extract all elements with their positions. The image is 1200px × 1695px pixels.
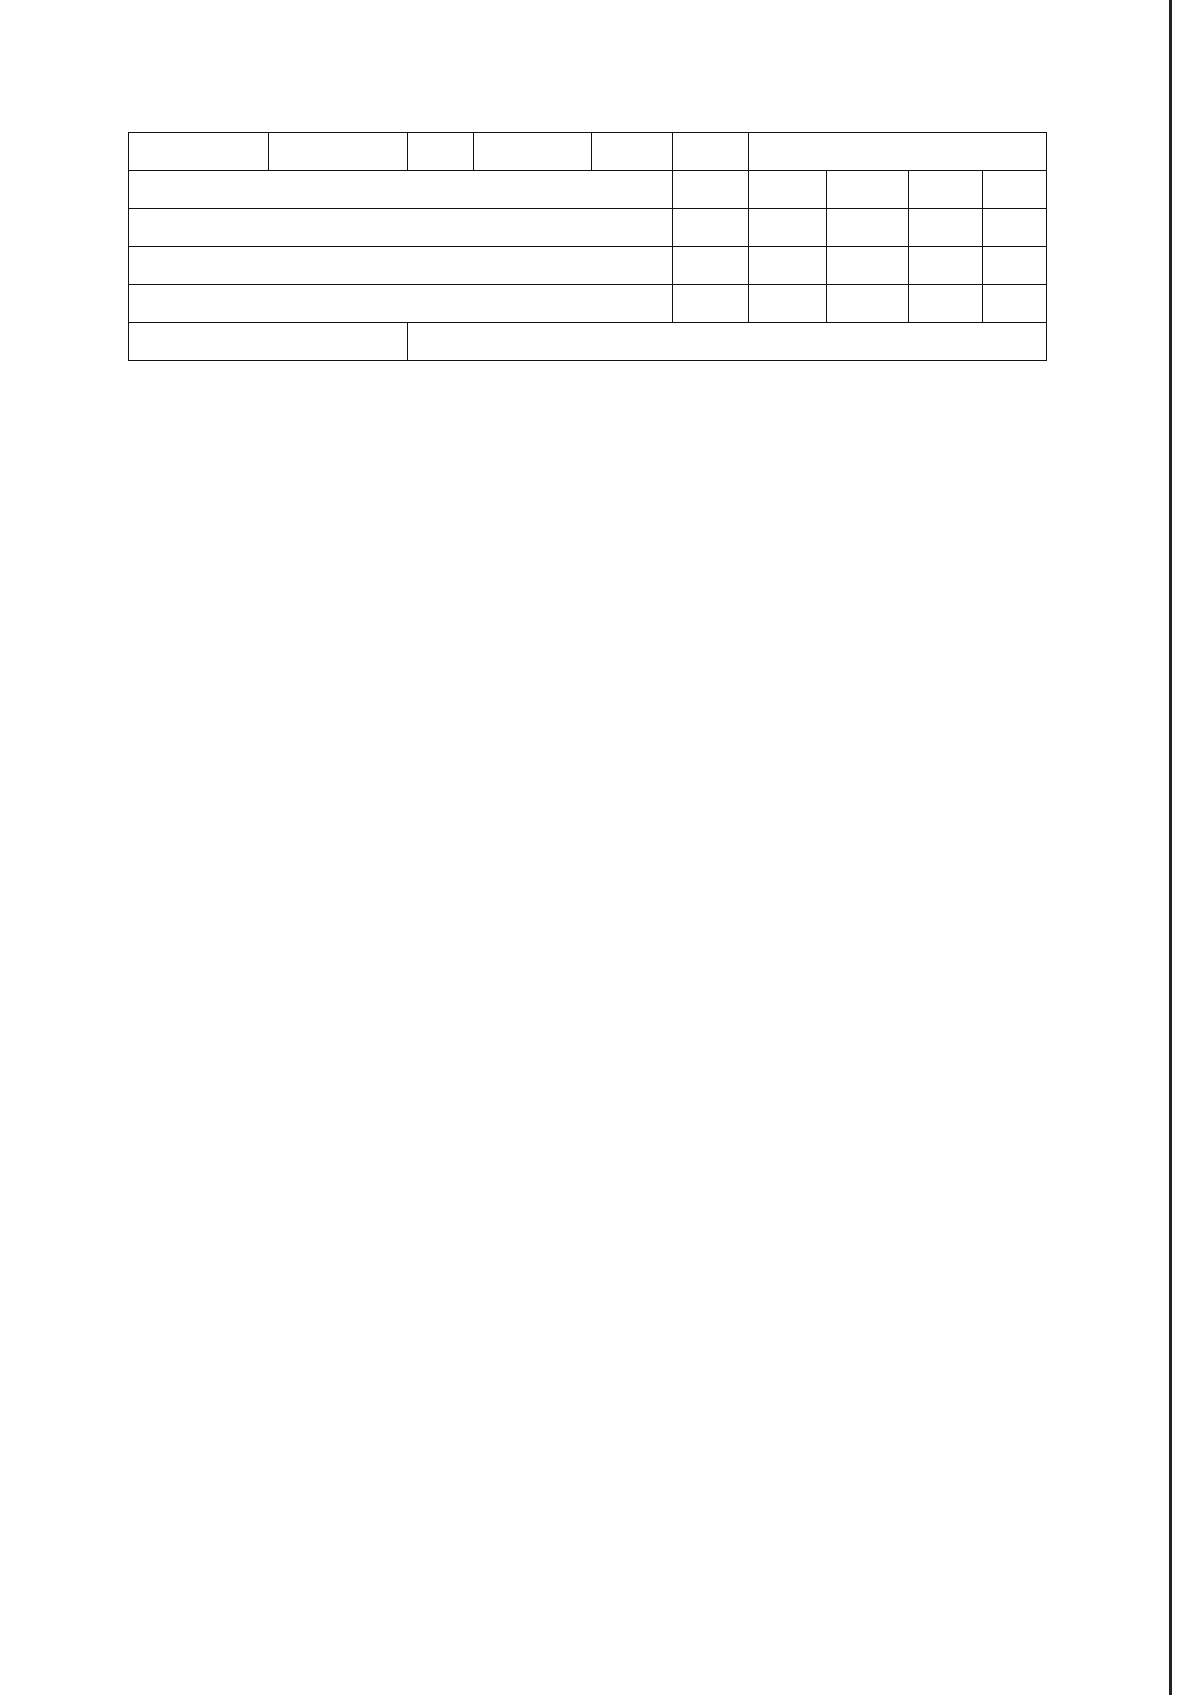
total-row	[129, 171, 1047, 209]
total-protective-value	[673, 247, 749, 285]
total-protective-label	[129, 247, 673, 285]
area3-object	[408, 323, 1047, 361]
forestry-cell	[269, 133, 408, 171]
total-strips-label	[129, 209, 673, 247]
scan-edge-line	[1169, 0, 1172, 1695]
table-row	[129, 133, 1047, 171]
total-label	[129, 171, 673, 209]
area3-title	[129, 323, 408, 361]
forest-plot-table	[128, 132, 1047, 361]
area2-rows	[129, 133, 1047, 171]
total-strips-row	[129, 209, 1047, 247]
total-area2-label	[129, 285, 673, 323]
category-cell	[129, 133, 269, 171]
total-area2-value	[673, 285, 749, 323]
totals-block	[129, 171, 1047, 361]
total-strips-value	[673, 209, 749, 247]
total-area2-row	[129, 285, 1047, 323]
total-value	[673, 171, 749, 209]
total-protective-row	[129, 247, 1047, 285]
area3-header-row	[129, 323, 1047, 361]
